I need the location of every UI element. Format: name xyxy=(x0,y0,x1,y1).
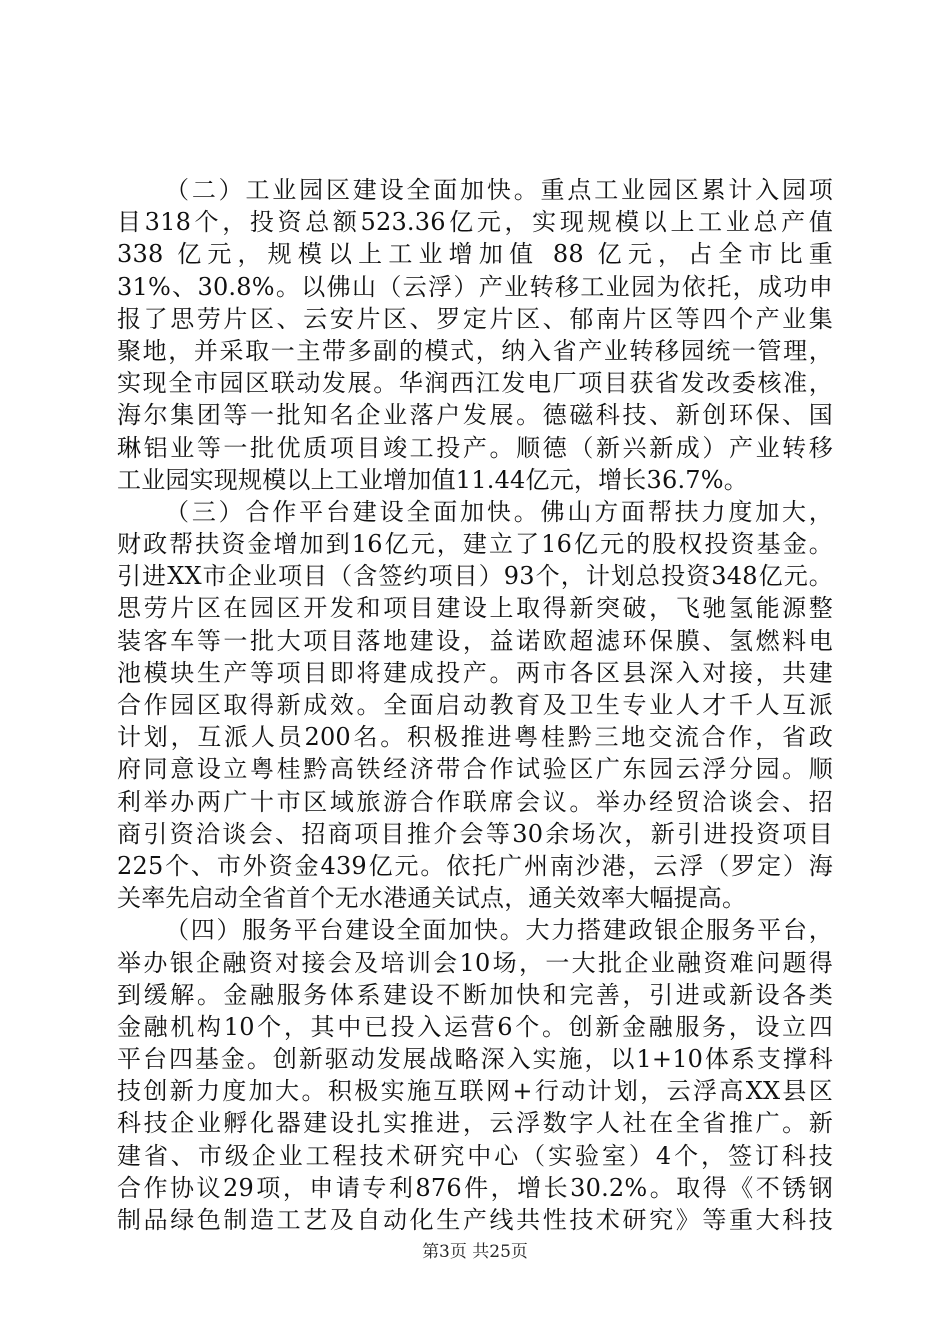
page-number-footer: 第3页 共25页 xyxy=(422,1242,528,1262)
paragraph-line: 府同意设立粤桂黔高铁经济带合作试验区广东园云浮分园。顺 xyxy=(117,755,833,784)
paragraph-line: 合作协议29项，申请专利876件，增长30.2%。取得《不锈钢 xyxy=(117,1173,833,1202)
paragraph-line: 商引资洽谈会、招商项目推介会等30余场次，新引进投资项目 xyxy=(117,819,833,848)
paragraph-line: 聚地，并采取一主带多副的模式，纳入省产业转移园统一管理， xyxy=(117,336,833,365)
paragraph-line: 科技企业孵化器建设扎实推进，云浮数字人社在全省推广。新 xyxy=(117,1109,833,1138)
paragraph-line: 工业园实现规模以上工业增加值11.44亿元，增长36.7%。 xyxy=(117,465,748,494)
paragraph-line: （三）合作平台建设全面加快。佛山方面帮扶力度加大， xyxy=(165,497,833,526)
paragraph-line: 338 亿元，规模以上工业增加值 88 亿元，占全市比重 xyxy=(117,240,833,269)
paragraph-line: 225个、市外资金439亿元。依托广州南沙港，云浮（罗定）海 xyxy=(117,851,833,880)
paragraph-line: 制品绿色制造工艺及自动化生产线共性技术研究》等重大科技 xyxy=(117,1206,833,1234)
paragraph-line: 计划，互派人员200名。积极推进粤桂黔三地交流合作，省政 xyxy=(117,723,833,752)
paragraph-line: 举办银企融资对接会及培训会10场，一大批企业融资难问题得 xyxy=(117,948,833,977)
paragraph-line: 关率先启动全省首个无水港通关试点，通关效率大幅提高。 xyxy=(117,884,747,913)
paragraph-service-platform xyxy=(117,914,833,1236)
paragraph-line: （二）工业园区建设全面加快。重点工业园区累计入园项 xyxy=(165,176,833,204)
paragraph-line: 财政帮扶资金增加到16亿元，建立了16亿元的股权投资基金。 xyxy=(117,530,833,559)
paragraph-line: 琳铝业等一批优质项目竣工投产。顺德（新兴新成）产业转移 xyxy=(117,433,833,462)
paragraph-line: 海尔集团等一批知名企业落户发展。德磁科技、新创环保、国 xyxy=(117,401,833,430)
paragraph-line: 目318个，投资总额523.36亿元，实现规模以上工业总产值 xyxy=(117,208,833,237)
paragraph-line: 技创新力度加大。积极实施互联网+行动计划，云浮高XX县区 xyxy=(117,1077,833,1106)
document-body xyxy=(117,174,833,1236)
paragraph-line: 建省、市级企业工程技术研究中心（实验室）4个，签订科技 xyxy=(117,1141,833,1170)
paragraph-line: 31%、30.8%。以佛山（云浮）产业转移工业园为依托，成功申 xyxy=(117,272,833,301)
paragraph-line: 引进XX市企业项目（含签约项目）93个，计划总投资348亿元。 xyxy=(117,562,833,591)
paragraph-line: 池模块生产等项目即将建成投产。两市各区县深入对接，共建 xyxy=(117,658,833,687)
paragraph-line: 金融机构10个，其中已投入运营6个。创新金融服务，设立四 xyxy=(117,1012,833,1041)
paragraph-line: （四）服务平台建设全面加快。大力搭建政银企服务平台， xyxy=(165,916,833,945)
paragraph-line: 平台四基金。创新驱动发展战略深入实施，以1+10体系支撑科 xyxy=(117,1045,833,1074)
paragraph-line: 实现全市园区联动发展。华润西江发电厂项目获省发改委核准， xyxy=(117,369,833,398)
paragraph-industrial-parks xyxy=(117,174,833,496)
paragraph-line: 装客车等一批大项目落地建设，益诺欧超滤环保膜、氢燃料电 xyxy=(117,626,833,655)
paragraph-line: 利举办两广十市区域旅游合作联席会议。举办经贸洽谈会、招 xyxy=(117,787,833,816)
paragraph-cooperation-platform xyxy=(117,496,833,914)
paragraph-line: 到缓解。金融服务体系建设不断加快和完善，引进或新设各类 xyxy=(117,980,833,1009)
paragraph-line: 思劳片区在园区开发和项目建设上取得新突破，飞驰氢能源整 xyxy=(117,594,833,623)
paragraph-line: 合作园区取得新成效。全面启动教育及卫生专业人才千人互派 xyxy=(117,691,833,719)
paragraph-line: 报了思劳片区、云安片区、罗定片区、郁南片区等四个产业集 xyxy=(117,304,833,333)
